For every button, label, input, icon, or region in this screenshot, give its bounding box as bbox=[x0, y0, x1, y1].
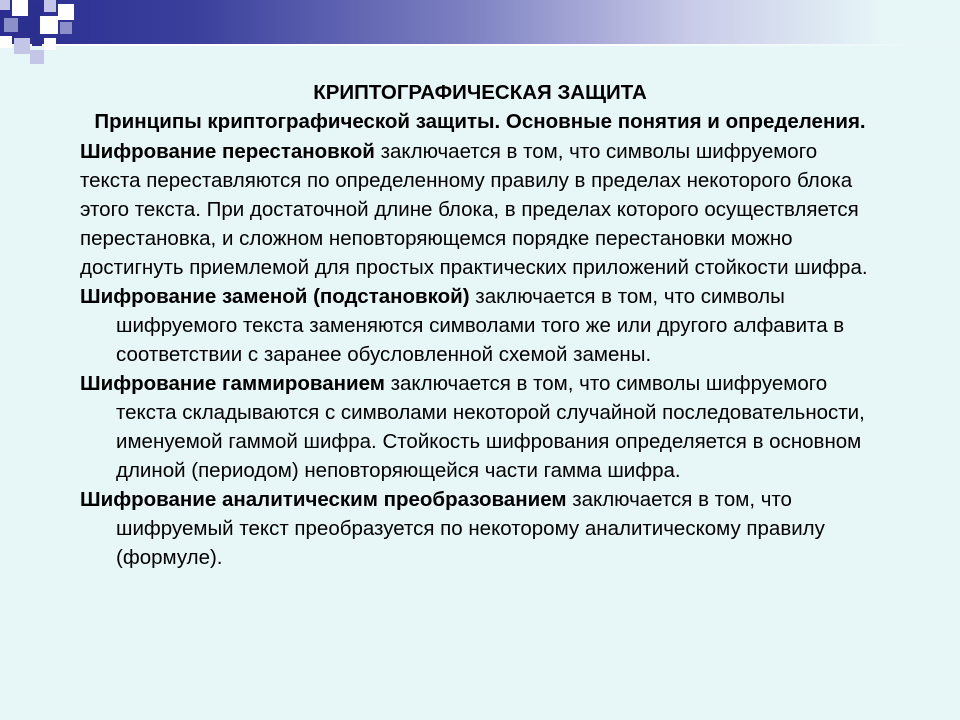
definition-paragraph-substitution bbox=[80, 282, 880, 369]
deco-square bbox=[20, 18, 38, 36]
slide-subtitle: Принципы криптографической защиты. Основные понятия и определения. bbox=[94, 110, 866, 133]
definition-text: заключается в том, что шифруемый текст преобразуется по некоторому аналитическому правилу (формуле). bbox=[116, 488, 825, 569]
deco-square bbox=[4, 18, 18, 32]
slide-title: КРИПТОГРАФИЧЕСКАЯ ЗАЩИТА bbox=[313, 81, 647, 104]
deco-square bbox=[44, 38, 56, 50]
deco-square bbox=[32, 36, 42, 46]
definition-paragraph-analytic bbox=[80, 485, 880, 572]
deco-square bbox=[58, 4, 74, 20]
deco-square bbox=[30, 50, 44, 64]
deco-square bbox=[14, 38, 30, 54]
definition-paragraph-gamma bbox=[80, 369, 880, 485]
deco-square bbox=[44, 0, 56, 12]
header-divider bbox=[0, 44, 960, 46]
deco-square bbox=[0, 0, 10, 10]
definition-paragraph-permutation bbox=[80, 137, 880, 282]
definition-text: заключается в том, что символы шифруемого текста складываются с символами некоторой случайной последовательности, именуемой гаммой шифра. Стойкость шифрования определяется в основном длиной (периодом) неповторяющейся части гамма шифра. bbox=[116, 372, 865, 482]
slide-content bbox=[80, 78, 880, 572]
deco-square bbox=[28, 2, 42, 16]
header-gradient-bar bbox=[0, 0, 960, 44]
deco-square bbox=[40, 16, 58, 34]
definition-text: заключается в том, что символы шифруемого текста заменяются символами того же или другого алфавита в соответствии с заранее обусловленной схемой замены. bbox=[116, 285, 845, 366]
deco-square bbox=[12, 0, 28, 16]
decorative-squares bbox=[0, 0, 80, 70]
deco-square bbox=[0, 36, 12, 48]
definition-term: Шифрование гаммированием bbox=[80, 372, 385, 395]
definition-term: Шифрование аналитическим преобразованием bbox=[80, 488, 567, 511]
definition-text: заключается в том, что символы шифруемого текста переставляются по определенному правилу в пределах некоторого блока этого текста. При достаточной длине блока, в пределах которого осуществляется перестановка, и сложном неповторяющемся порядке перестановки можно достигнуть приемлемой для простых практических приложений стойкости шифра. bbox=[80, 140, 868, 279]
definition-term: Шифрование заменой (подстановкой) bbox=[80, 285, 470, 308]
deco-square bbox=[60, 22, 72, 34]
definition-term: Шифрование перестановкой bbox=[80, 140, 375, 163]
